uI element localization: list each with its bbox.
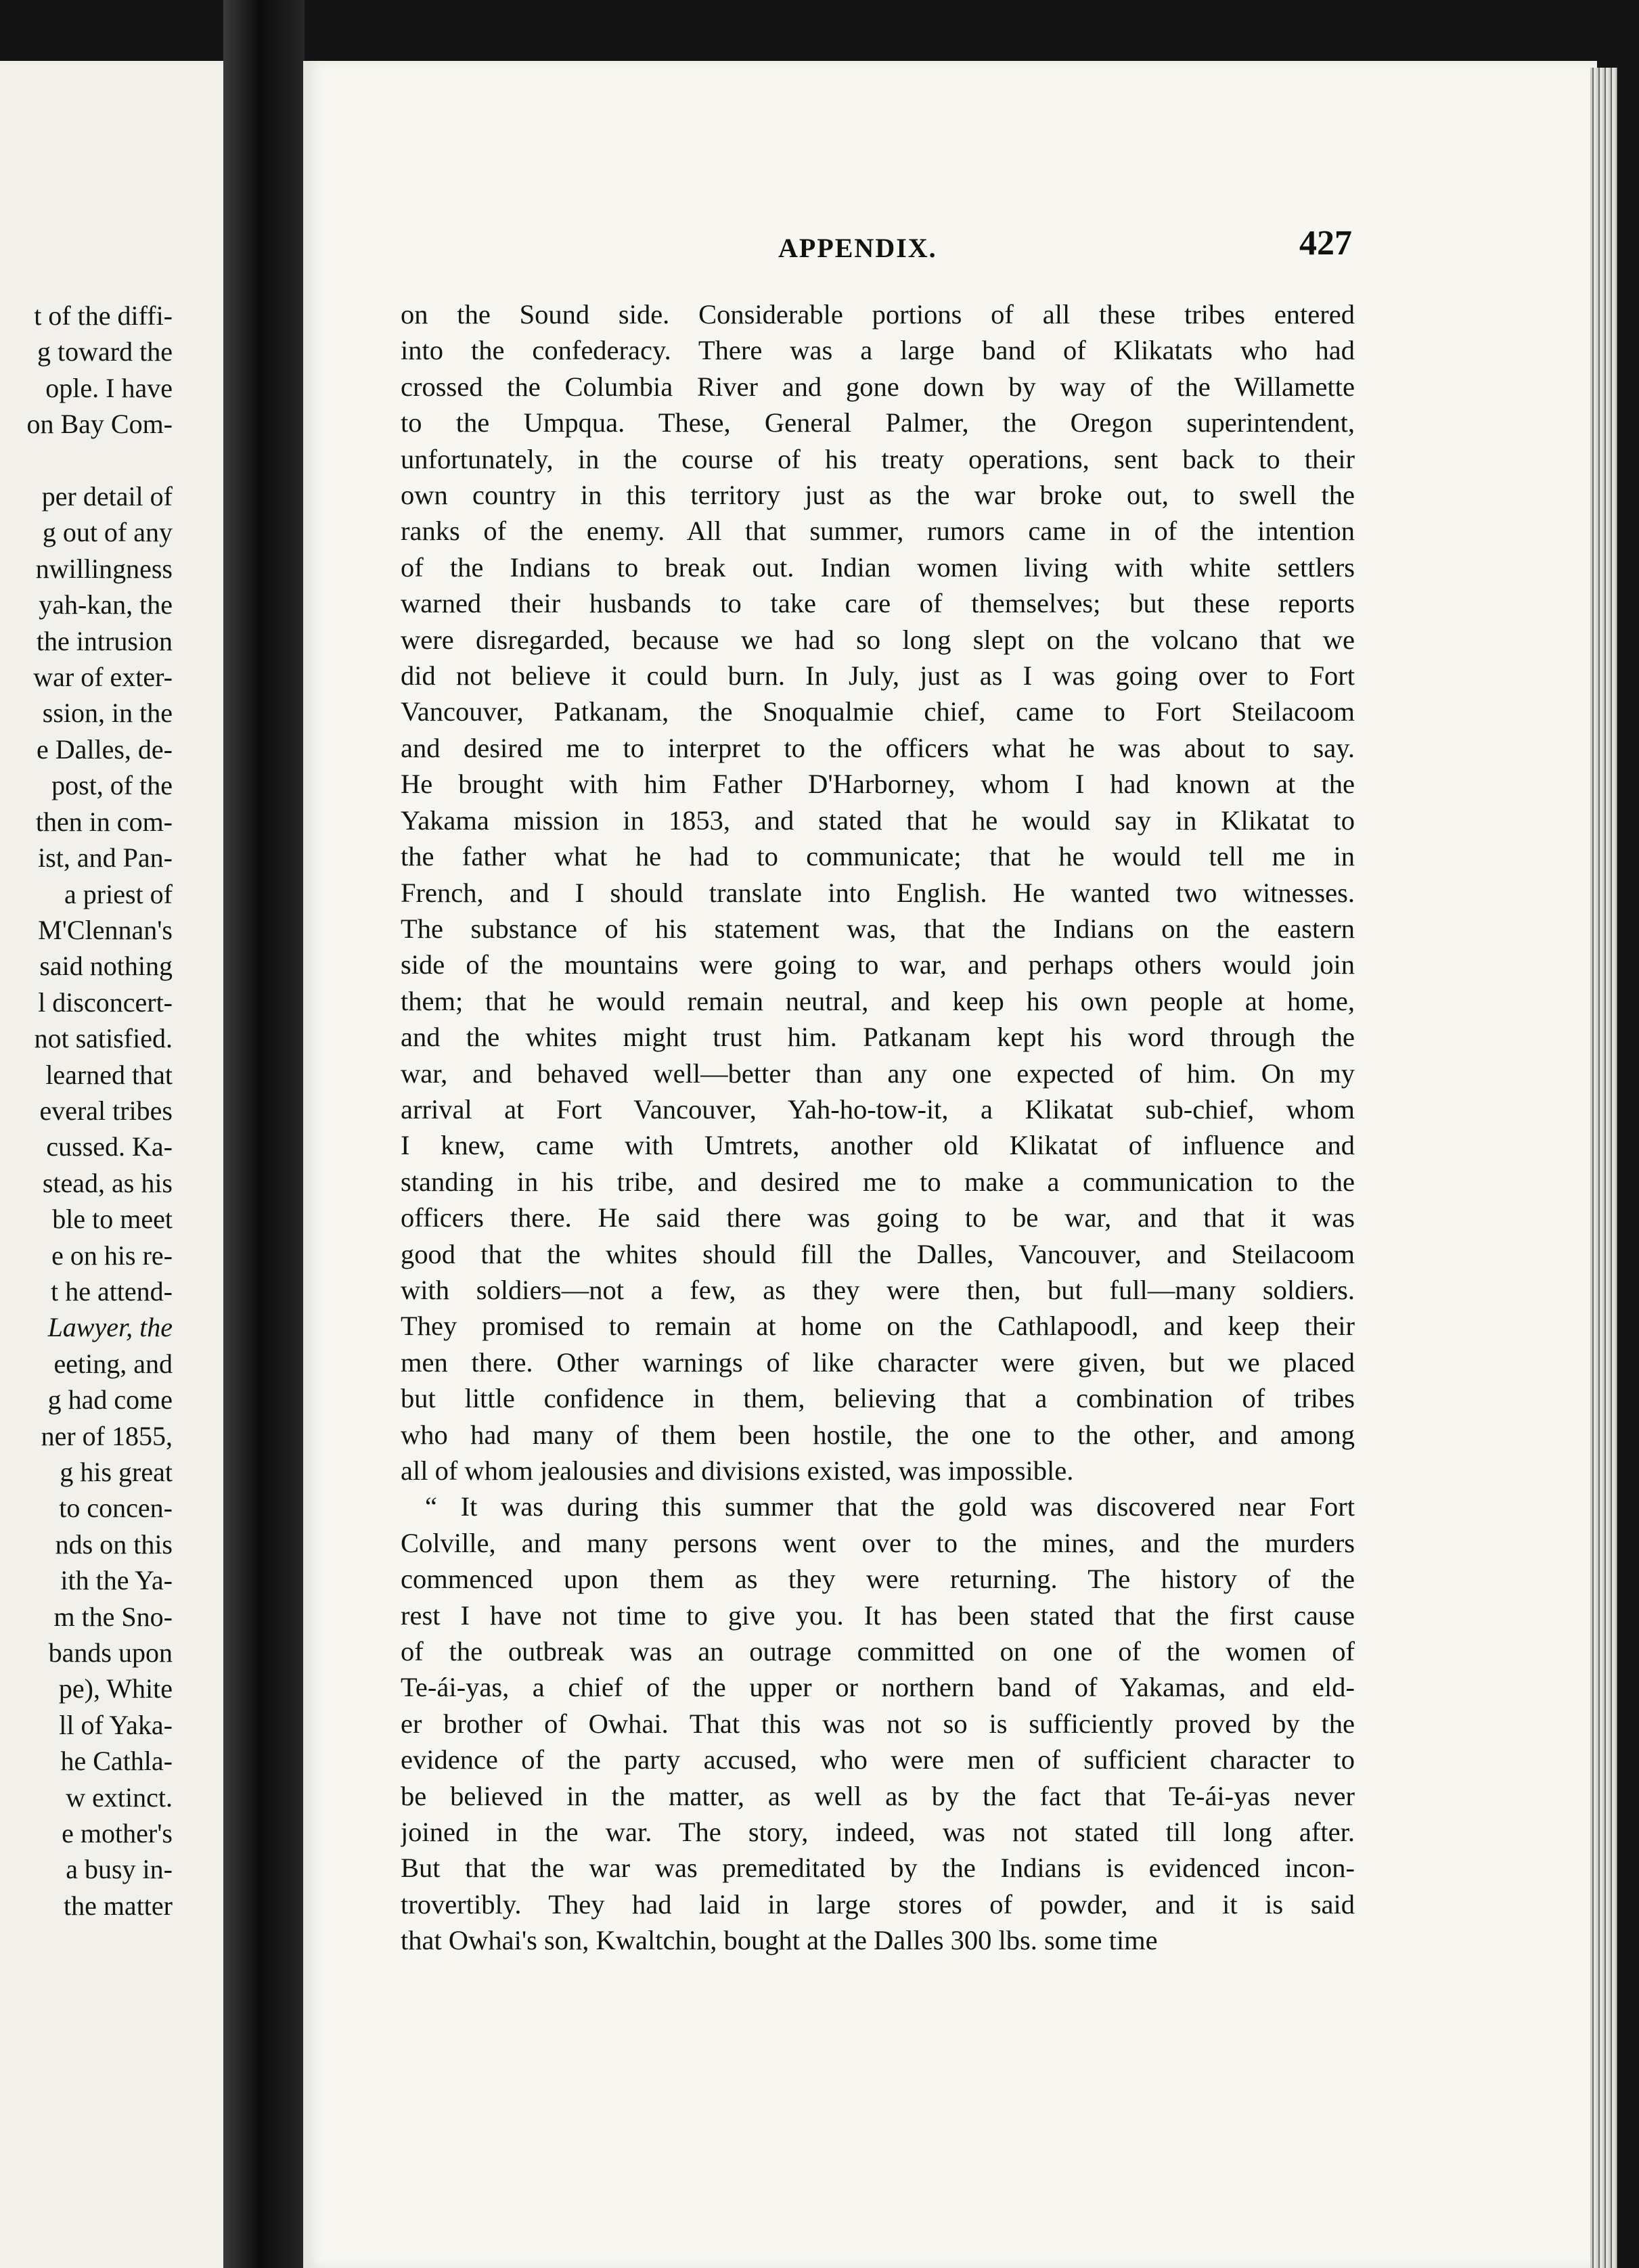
text-line: war of exter- bbox=[33, 662, 173, 693]
text-line: men there. Other warnings of like character were given, but we placed bbox=[401, 1346, 1355, 1378]
text-line: did not believe it could burn. In July, just as I was going over to Fort bbox=[401, 660, 1355, 691]
text-line: yah-kan, the bbox=[39, 589, 173, 620]
text-line: e on his re- bbox=[51, 1240, 173, 1271]
text-line: ist, and Pan- bbox=[38, 842, 173, 874]
text-line: ssion, in the bbox=[42, 698, 173, 729]
text-line: that Owhai's son, Kwaltchin, bought at the Dalles 300 lbs. some time bbox=[401, 1925, 1158, 1956]
text-line: w extinct. bbox=[66, 1782, 173, 1813]
text-line: But that the war was premeditated by the Indians is evidenced incon- bbox=[401, 1853, 1355, 1884]
text-line: with soldiers—not a few, as they were then, but full—many soldiers. bbox=[401, 1274, 1355, 1305]
text-line: rest I have not time to give you. It has been stated that the first cause bbox=[401, 1600, 1355, 1631]
text-line: The substance of his statement was, that the Indians on the eastern bbox=[401, 913, 1355, 944]
text-line: everal tribes bbox=[39, 1095, 173, 1126]
text-line: were disregarded, because we had so long slept on the volcano that we bbox=[401, 624, 1355, 655]
text-line: them; that he would remain neutral, and keep his own people at home, bbox=[401, 985, 1355, 1016]
text-line: g his great bbox=[60, 1457, 173, 1487]
text-line bbox=[26, 443, 173, 478]
text-line: evidence of the party accused, who were men of sufficient character to bbox=[401, 1744, 1355, 1775]
text-line: French, and I should translate into English. He wanted two witnesses. bbox=[401, 877, 1355, 908]
text-line: to concen- bbox=[59, 1493, 173, 1524]
text-line: He brought with him Father D'Harborney, whom I had known at the bbox=[401, 769, 1355, 800]
text-line: Yakama mission in 1853, and stated that he would say in Klikatat to bbox=[401, 804, 1355, 836]
text-line: ner of 1855, bbox=[41, 1420, 173, 1451]
text-line: crossed the Columbia River and gone down by way of the Willamette bbox=[401, 371, 1355, 402]
text-line: post, of the bbox=[51, 770, 173, 801]
text-line: arrival at Fort Vancouver, Yah-ho-tow-it, a Klikatat sub-chief, whom bbox=[401, 1093, 1355, 1125]
text-line: the intrusion bbox=[36, 625, 173, 656]
text-line: M'Clennan's bbox=[38, 914, 173, 945]
text-line: t he attend- bbox=[51, 1275, 173, 1307]
text-line: a busy in- bbox=[66, 1854, 173, 1885]
text-line: Colville, and many persons went over to the mines, and the murders bbox=[401, 1527, 1355, 1558]
text-line: er brother of Owhai. That this was not so is sufficiently proved by the bbox=[401, 1708, 1355, 1739]
previous-page-fragment bbox=[0, 61, 223, 2268]
page-number: 427 bbox=[1299, 224, 1352, 263]
text-line: l disconcert- bbox=[38, 986, 173, 1018]
book-gutter bbox=[223, 0, 305, 2268]
text-line: war, and behaved well—better than any one expected of him. On my bbox=[401, 1058, 1355, 1089]
text-line: own country in this territory just as the war broke out, to swell the bbox=[401, 480, 1355, 511]
text-line: on the Sound side. Considerable portions of all these tribes entered bbox=[401, 299, 1355, 330]
text-line: e mother's bbox=[62, 1818, 173, 1849]
text-line: then in com- bbox=[35, 806, 173, 837]
text-line: nwillingness bbox=[35, 553, 173, 584]
text-line: be believed in the matter, as well as by the fact that Te-ái-yas never bbox=[401, 1780, 1355, 1811]
text-line: into the confederacy. There was a large band of Klikatats who had bbox=[401, 335, 1355, 366]
text-line: on Bay Com- bbox=[26, 409, 173, 440]
body-text bbox=[401, 296, 1355, 1959]
text-line: and desired me to interpret to the officers what he was about to say. bbox=[401, 732, 1355, 763]
text-line: They promised to remain at home on the Cathlapoodl, and keep their bbox=[401, 1311, 1355, 1342]
text-line: to the Umpqua. These, General Palmer, the Oregon superintendent, bbox=[401, 407, 1355, 438]
text-line: standing in his tribe, and desired me to make a communication to the bbox=[401, 1166, 1355, 1197]
text-line: stead, as his bbox=[42, 1167, 173, 1198]
text-line: commenced upon them as they were returning. The history of the bbox=[401, 1564, 1355, 1595]
text-line: ith the Ya- bbox=[60, 1565, 173, 1596]
text-line: t of the diffi- bbox=[34, 300, 173, 331]
text-line: trovertibly. They had laid in large stores of powder, and it is said bbox=[401, 1888, 1355, 1920]
text-line: ll of Yaka- bbox=[59, 1709, 173, 1740]
text-line: Te-ái-yas, a chief of the upper or northern band of Yakamas, and eld- bbox=[401, 1672, 1355, 1703]
text-line: ble to meet bbox=[52, 1204, 173, 1235]
text-line: Lawyer, the bbox=[47, 1312, 173, 1343]
text-line: e Dalles, de- bbox=[36, 733, 173, 765]
text-line: cussed. Ka- bbox=[46, 1131, 173, 1162]
page-stack-edge bbox=[1590, 68, 1617, 2268]
text-line: officers there. He said there was going to be war, and that it was bbox=[401, 1202, 1355, 1233]
text-line: ople. I have bbox=[45, 372, 173, 403]
previous-page-text bbox=[26, 298, 173, 1924]
text-line: eeting, and bbox=[53, 1348, 173, 1379]
text-line: the father what he had to communicate; that he would tell me in bbox=[401, 841, 1355, 872]
text-line: bands upon bbox=[48, 1637, 173, 1669]
text-line: side of the mountains were going to war, and perhaps others would join bbox=[401, 949, 1355, 980]
text-line: g out of any bbox=[42, 517, 173, 548]
running-header: APPENDIX. bbox=[778, 233, 937, 263]
text-line: a priest of bbox=[64, 878, 173, 909]
text-line: the matter bbox=[63, 1890, 173, 1921]
text-line: per detail of bbox=[41, 481, 173, 512]
text-line: I knew, came with Umtrets, another old Klikatat of influence and bbox=[401, 1130, 1355, 1161]
text-line: nds on this bbox=[55, 1528, 173, 1560]
text-line: good that the whites should fill the Dalles, Vancouver, and Steilacoom bbox=[401, 1238, 1355, 1269]
text-line: pe), White bbox=[58, 1673, 173, 1704]
text-line: not satisfied. bbox=[34, 1023, 173, 1054]
text-line: who had many of them been hostile, the one to the other, and among bbox=[401, 1419, 1355, 1450]
text-line: all of whom jealousies and divisions existed, was impossible. bbox=[401, 1455, 1074, 1486]
text-line: ranks of the enemy. All that summer, rumors came in of the intention bbox=[401, 516, 1355, 547]
text-line: learned that bbox=[45, 1059, 173, 1090]
text-line: said nothing bbox=[39, 951, 173, 982]
text-line: of the outbreak was an outrage committed on one of the women of bbox=[401, 1636, 1355, 1667]
text-line: m the Sno- bbox=[53, 1601, 173, 1632]
text-line: g toward the bbox=[37, 336, 173, 367]
text-line: g had come bbox=[47, 1384, 173, 1415]
text-line: joined in the war. The story, indeed, was not stated till long after. bbox=[401, 1817, 1355, 1848]
text-line: he Cathla- bbox=[60, 1746, 173, 1777]
text-line: and the whites might trust him. Patkanam kept his word through the bbox=[401, 1022, 1355, 1053]
text-line: but little confidence in them, believing that a combination of tribes bbox=[401, 1383, 1355, 1414]
text-line: unfortunately, in the course of his treaty operations, sent back to their bbox=[401, 443, 1355, 474]
text-line: Vancouver, Patkanam, the Snoqualmie chief, came to Fort Steilacoom bbox=[401, 696, 1355, 727]
text-line: of the Indians to break out. Indian women living with white settlers bbox=[401, 551, 1355, 583]
text-line: warned their husbands to take care of themselves; but these reports bbox=[401, 588, 1355, 619]
text-line: “ It was during this summer that the gold was discovered near Fort bbox=[425, 1491, 1355, 1522]
